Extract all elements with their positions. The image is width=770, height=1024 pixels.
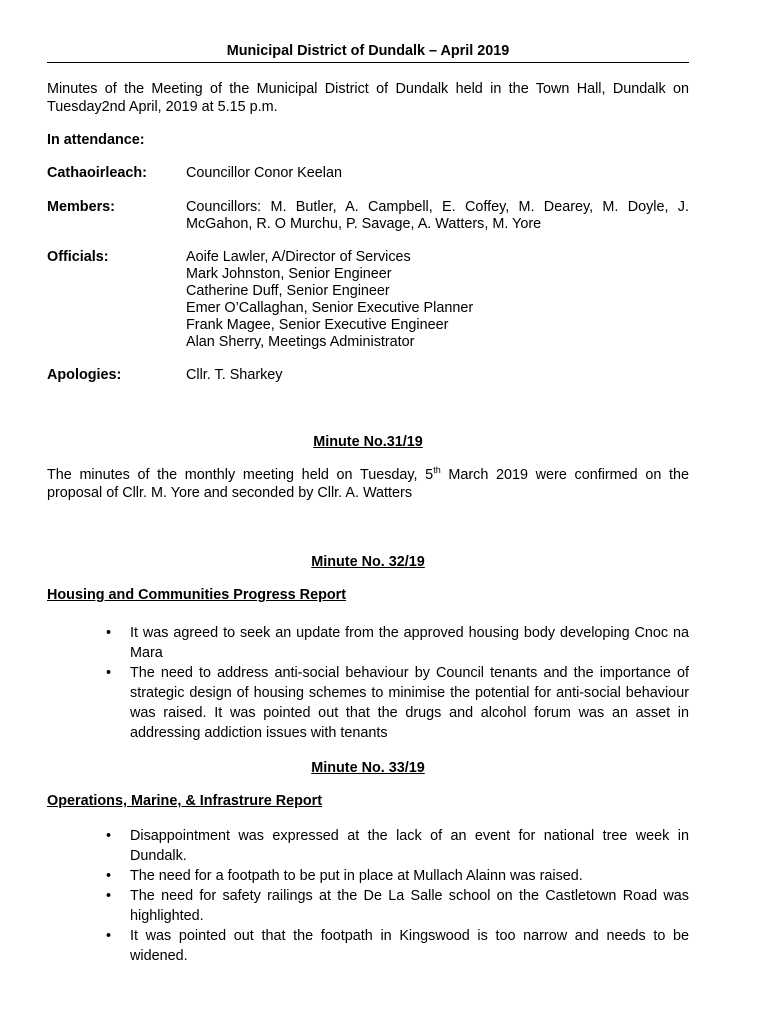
minute-31-text <box>47 466 689 502</box>
apologies-value: Cllr. T. Sharkey <box>186 367 283 383</box>
bullet-icon: • <box>106 888 112 904</box>
housing-section-heading: Housing and Communities Progress Report <box>47 587 347 603</box>
ordinal-suffix: th <box>433 465 441 476</box>
housing-bullet-list <box>47 623 689 743</box>
bullet-text: The need to address anti-social behaviour by Council tenants and the importance of strategic design of housing schemes to minimise the potential for anti-social behaviour was raised. It was pointed out that the drugs and alcohol forum was an asset in addressing addiction issues with tenants <box>130 665 689 741</box>
official-item: Frank Magee, Senior Executive Engineer <box>186 317 449 333</box>
apologies-label: Apologies: <box>47 367 122 383</box>
minute-31-heading: Minute No.31/19 <box>313 434 423 450</box>
bullet-icon: • <box>106 625 112 641</box>
cathaoirleach-value: Councillor Conor Keelan <box>186 165 342 181</box>
bullet-text: The need for safety railings at the De La Salle school on the Castletown Road was highlighted. <box>130 888 689 924</box>
intro-paragraph: Minutes of the Meeting of the Municipal District of Dundalk held in the Town Hall, Dundalk on Tuesday2nd April, 2019 at 5.15 p.m. <box>47 81 689 115</box>
official-item: Mark Johnston, Senior Engineer <box>186 266 392 282</box>
list-item <box>47 886 689 926</box>
officials-list <box>186 249 689 351</box>
title-underline <box>47 62 689 63</box>
official-item: Catherine Duff, Senior Engineer <box>186 283 390 299</box>
minute-31-text-part: March 2019 were confirmed on the proposal of Cllr. M. Yore and seconded by Cllr. A. Watters <box>47 467 689 501</box>
members-label: Members: <box>47 199 115 215</box>
officials-label: Officials: <box>47 249 109 265</box>
bullet-icon: • <box>106 828 112 844</box>
operations-bullet-list <box>47 826 689 966</box>
bullet-text: It was pointed out that the footpath in Kingswood is too narrow and needs to be widened. <box>130 928 689 964</box>
bullet-icon: • <box>106 928 112 944</box>
bullet-text: The need for a footpath to be put in place at Mullach Alainn was raised. <box>130 868 583 884</box>
bullet-text: It was agreed to seek an update from the approved housing body developing Cnoc na Mara <box>130 625 689 661</box>
operations-section-heading: Operations, Marine, & Infrastrure Report <box>47 793 323 809</box>
bullet-text: Disappointment was expressed at the lack of an event for national tree week in Dundalk. <box>130 828 689 864</box>
minute-32-heading: Minute No. 32/19 <box>311 554 425 570</box>
official-item: Aoife Lawler, A/Director of Services <box>186 249 411 265</box>
minute-33-heading: Minute No. 33/19 <box>311 760 425 776</box>
bullet-icon: • <box>106 665 112 681</box>
list-item <box>47 926 689 966</box>
list-item <box>47 663 689 743</box>
official-item: Emer O’Callaghan, Senior Executive Planner <box>186 300 474 316</box>
list-item <box>47 826 689 866</box>
minute-31-text-part: The minutes of the monthly meeting held on Tuesday, 5 <box>47 467 434 483</box>
list-item <box>47 623 689 663</box>
members-value: Councillors: M. Butler, A. Campbell, E. Coffey, M. Dearey, M. Doyle, J. McGahon, R. O Murchu, P. Savage, A. Watters, M. Yore <box>186 199 689 232</box>
cathaoirleach-label: Cathaoirleach: <box>47 165 147 181</box>
list-item <box>47 866 689 886</box>
official-item: Alan Sherry, Meetings Administrator <box>186 334 415 350</box>
attendance-heading: In attendance: <box>47 132 145 148</box>
bullet-icon: • <box>106 868 112 884</box>
document-title: Municipal District of Dundalk – April 2019 <box>226 43 510 59</box>
